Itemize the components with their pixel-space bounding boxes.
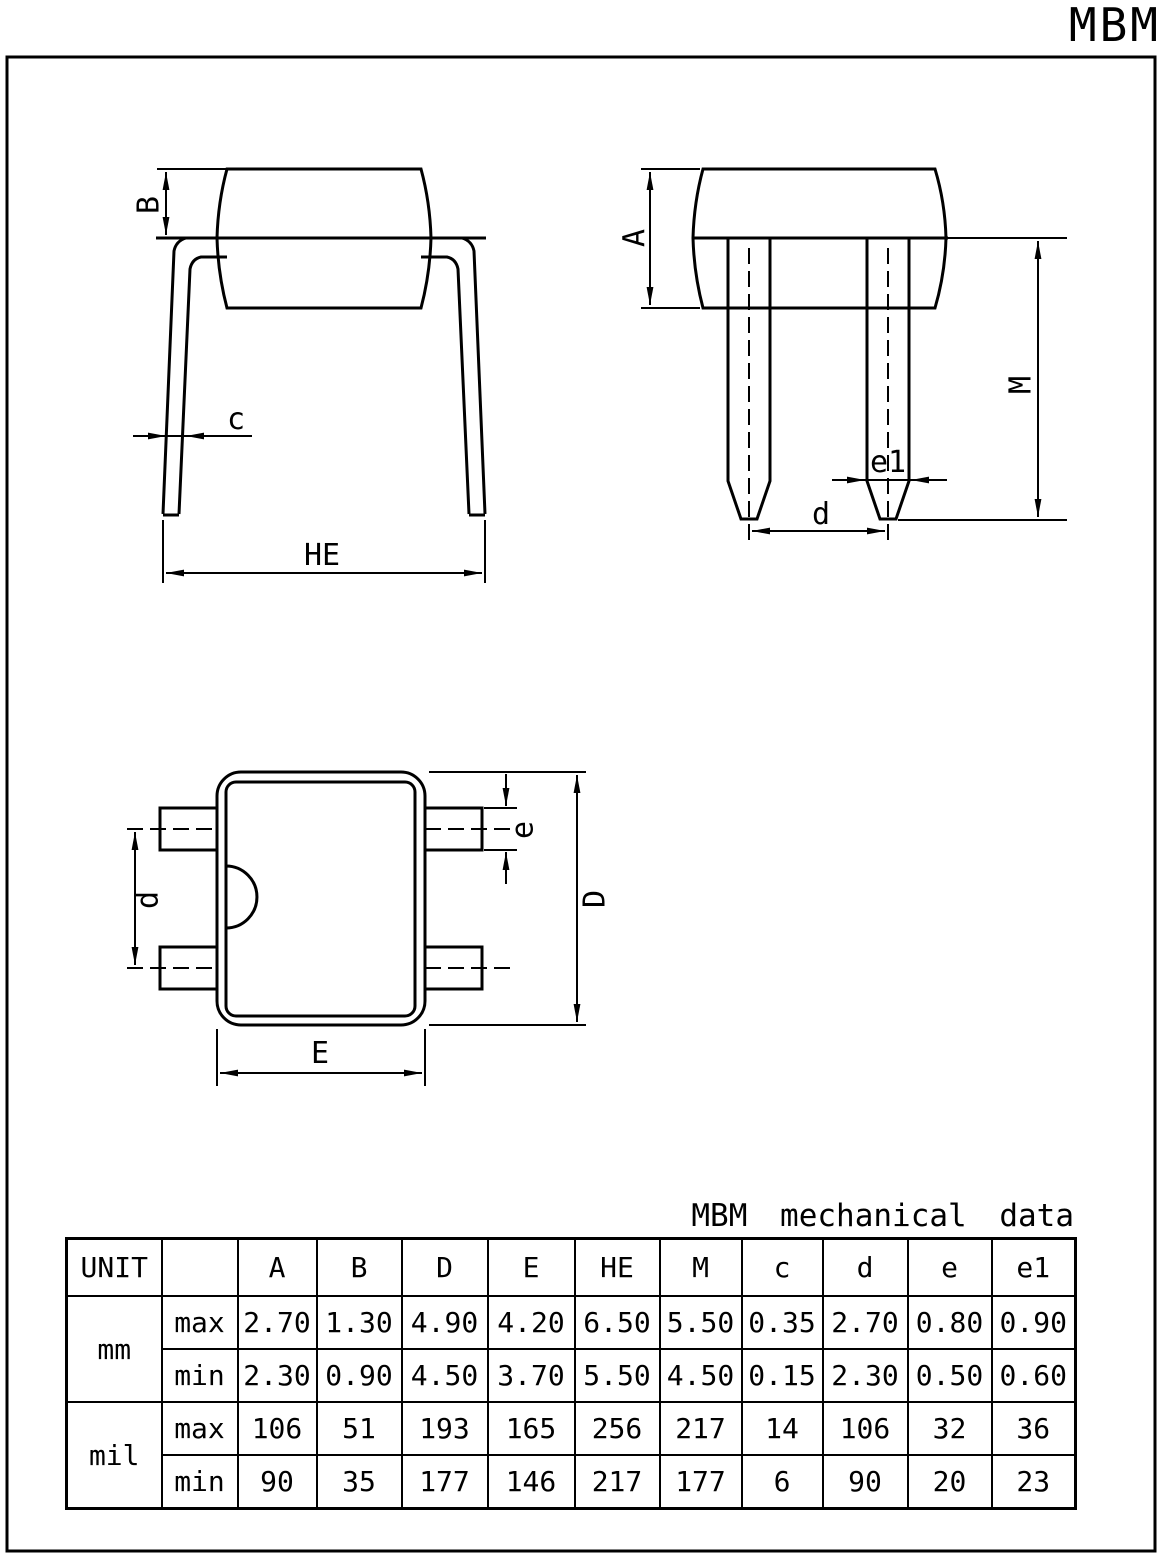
table-cell: 4.50 bbox=[402, 1349, 488, 1402]
front-right-leg-outer bbox=[462, 238, 485, 514]
dim-D-label: D bbox=[577, 889, 613, 909]
dim-A bbox=[618, 169, 701, 308]
dim-d-top bbox=[131, 832, 166, 965]
table-cell: 193 bbox=[402, 1402, 488, 1455]
table-cell: 2.70 bbox=[238, 1296, 317, 1349]
top-body-outline bbox=[217, 772, 425, 1025]
col-header-A: A bbox=[238, 1239, 317, 1297]
front-view bbox=[132, 169, 487, 583]
table-row bbox=[67, 1296, 1076, 1349]
table-cell: 2.30 bbox=[823, 1349, 908, 1402]
dim-M bbox=[898, 241, 1067, 520]
col-header-HE: HE bbox=[575, 1239, 660, 1297]
table-cell: 20 bbox=[908, 1455, 992, 1509]
dim-c bbox=[133, 402, 252, 437]
dim-E bbox=[217, 1029, 425, 1086]
col-header-M: M bbox=[660, 1239, 742, 1297]
table-cell: 106 bbox=[823, 1402, 908, 1455]
table-cell: 0.90 bbox=[992, 1296, 1076, 1349]
table-cell: 35 bbox=[317, 1455, 402, 1509]
col-header-c: c bbox=[742, 1239, 823, 1297]
col-header-e1: e1 bbox=[992, 1239, 1076, 1297]
dim-B-label: B bbox=[131, 195, 167, 215]
mechanical-data-table bbox=[65, 1237, 1077, 1510]
table-cell: 3.70 bbox=[488, 1349, 575, 1402]
col-header-B: B bbox=[317, 1239, 402, 1297]
table-cell: 217 bbox=[660, 1402, 742, 1455]
page-title: MBM bbox=[1068, 0, 1161, 52]
dim-HE bbox=[163, 520, 485, 583]
limit-cell: max bbox=[162, 1296, 238, 1349]
front-left-leg-outer bbox=[163, 238, 186, 514]
dim-d-top-label: d bbox=[130, 890, 166, 910]
table-row bbox=[67, 1455, 1076, 1509]
front-right-leg-inner bbox=[421, 257, 469, 514]
table-cell: 106 bbox=[238, 1402, 317, 1455]
table-cell: 0.35 bbox=[742, 1296, 823, 1349]
table-cell: 14 bbox=[742, 1402, 823, 1455]
top-index-notch bbox=[226, 866, 257, 928]
table-cell: 0.90 bbox=[317, 1349, 402, 1402]
table-row bbox=[67, 1402, 1076, 1455]
unit-cell-mil: mil bbox=[67, 1402, 162, 1509]
dim-M-label: M bbox=[1003, 375, 1039, 395]
table-cell: 177 bbox=[660, 1455, 742, 1509]
limit-header-cell bbox=[162, 1239, 238, 1297]
table-row bbox=[67, 1349, 1076, 1402]
table-title: MBM mechanical data bbox=[691, 1198, 1074, 1234]
col-header-D: D bbox=[402, 1239, 488, 1297]
dim-e-label: e bbox=[505, 820, 541, 840]
table-cell: 4.20 bbox=[488, 1296, 575, 1349]
limit-cell: min bbox=[162, 1349, 238, 1402]
table-cell: 2.30 bbox=[238, 1349, 317, 1402]
table-cell: 4.90 bbox=[402, 1296, 488, 1349]
table-cell: 5.50 bbox=[575, 1349, 660, 1402]
dim-B bbox=[132, 169, 231, 235]
top-view bbox=[127, 772, 613, 1086]
dim-d-side bbox=[752, 497, 885, 532]
table-cell: 0.15 bbox=[742, 1349, 823, 1402]
col-header-E: E bbox=[488, 1239, 575, 1297]
dim-E-label: E bbox=[310, 1036, 330, 1071]
table-cell: 165 bbox=[488, 1402, 575, 1455]
table-cell: 90 bbox=[823, 1455, 908, 1509]
dim-A-label: A bbox=[617, 228, 653, 248]
dim-e bbox=[484, 774, 541, 884]
table-cell: 1.30 bbox=[317, 1296, 402, 1349]
table-cell: 32 bbox=[908, 1402, 992, 1455]
table-cell: 90 bbox=[238, 1455, 317, 1509]
table-cell: 256 bbox=[575, 1402, 660, 1455]
table-cell: 6 bbox=[742, 1455, 823, 1509]
unit-cell-mm: mm bbox=[67, 1296, 162, 1402]
table-cell: 217 bbox=[575, 1455, 660, 1509]
table-cell: 0.50 bbox=[908, 1349, 992, 1402]
dim-d-side-label: d bbox=[811, 497, 831, 532]
limit-cell: min bbox=[162, 1455, 238, 1509]
limit-cell: max bbox=[162, 1402, 238, 1455]
table-cell: 0.60 bbox=[992, 1349, 1076, 1402]
dim-HE-label: HE bbox=[303, 538, 341, 573]
table-cell: 4.50 bbox=[660, 1349, 742, 1402]
dim-D bbox=[429, 772, 613, 1025]
table-cell: 36 bbox=[992, 1402, 1076, 1455]
dim-e1-label: e1 bbox=[869, 445, 907, 480]
unit-header-cell: UNIT bbox=[67, 1239, 162, 1297]
table-cell: 23 bbox=[992, 1455, 1076, 1509]
table-cell: 0.80 bbox=[908, 1296, 992, 1349]
table-cell: 2.70 bbox=[823, 1296, 908, 1349]
top-body-inner bbox=[226, 782, 415, 1016]
front-left-leg-inner bbox=[179, 257, 227, 514]
side-view bbox=[618, 169, 1068, 540]
dim-e1 bbox=[832, 445, 947, 480]
table-cell: 177 bbox=[402, 1455, 488, 1509]
col-header-d: d bbox=[823, 1239, 908, 1297]
table-cell: 6.50 bbox=[575, 1296, 660, 1349]
col-header-e: e bbox=[908, 1239, 992, 1297]
table-cell: 146 bbox=[488, 1455, 575, 1509]
dim-c-label: c bbox=[226, 402, 246, 437]
table-cell: 5.50 bbox=[660, 1296, 742, 1349]
table-cell: 51 bbox=[317, 1402, 402, 1455]
